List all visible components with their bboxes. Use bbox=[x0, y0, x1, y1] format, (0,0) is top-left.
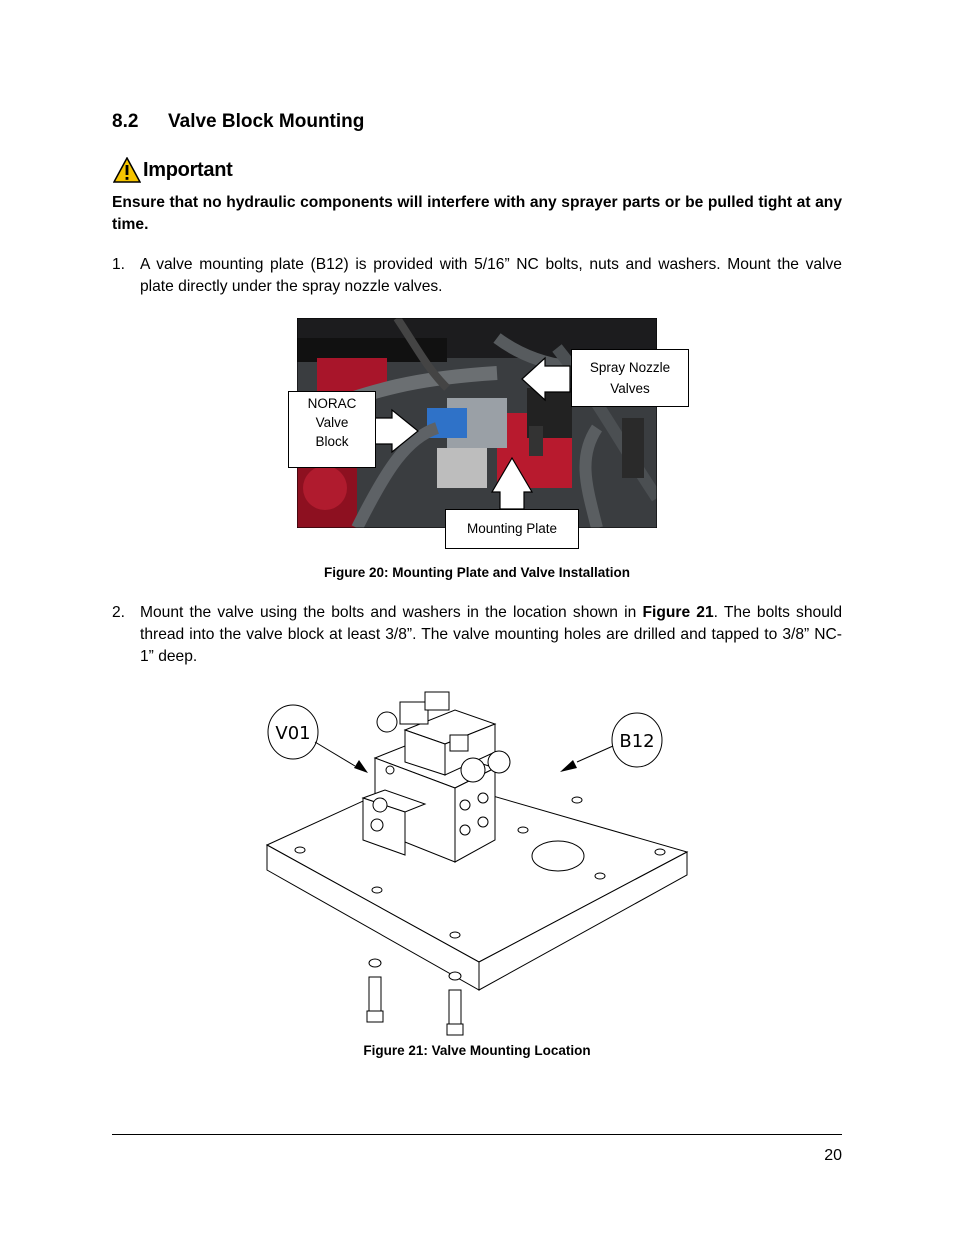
warning-triangle-icon bbox=[113, 157, 141, 183]
step-1-marker: 1. bbox=[112, 256, 126, 273]
section-heading bbox=[112, 111, 364, 133]
b12-label: B12 bbox=[619, 731, 655, 752]
step-2-text-before: Mount the valve using the bolts and washers in the location shown in bbox=[140, 604, 643, 621]
footer-rule bbox=[112, 1134, 842, 1135]
important-label: Important bbox=[143, 159, 233, 181]
callout-norac-line-1: NORAC bbox=[307, 396, 357, 411]
figure-20-caption: Figure 20: Mounting Plate and Valve Installation bbox=[323, 565, 631, 580]
callout-spray-nozzle-valves bbox=[571, 349, 689, 407]
callout-norac-valve-block bbox=[288, 391, 376, 468]
step-1-text: A valve mounting plate (B12) is provided with 5/16” NC bolts, nuts and washers. Mount the valve plate directly under the spray nozzle valves. bbox=[140, 256, 842, 295]
section-number: 8.2 bbox=[112, 111, 139, 132]
callout-norac-line-2: Valve bbox=[315, 415, 349, 430]
section-title: Valve Block Mounting bbox=[168, 111, 365, 132]
valve-mounting-diagram bbox=[255, 680, 705, 1040]
callout-mounting-plate: Mounting Plate bbox=[445, 509, 579, 549]
figure-21-reference[interactable]: Figure 21 bbox=[642, 604, 714, 621]
callout-spray-line-2: Valves bbox=[610, 381, 650, 396]
v01-label: V01 bbox=[275, 723, 311, 744]
step-2-text-after: . The bolts should thread into the valve block at least 3/8”. The valve mounting holes are drilled and tapped to 3/8” NC-1” deep. bbox=[140, 604, 842, 665]
step-2 bbox=[112, 602, 842, 668]
callout-spray-line-1: Spray Nozzle bbox=[589, 360, 671, 375]
warning-text: Ensure that no hydraulic components will interfere with any sprayer parts or be pulled tight at any time. bbox=[112, 194, 842, 233]
callout-norac-line-3: Block bbox=[315, 434, 349, 449]
step-2-marker: 2. bbox=[112, 604, 126, 621]
step-1 bbox=[112, 254, 842, 298]
page-number: 20 bbox=[824, 1147, 842, 1164]
step-2-text bbox=[140, 602, 842, 668]
figure-21-caption: Figure 21: Valve Mounting Location bbox=[363, 1043, 591, 1058]
